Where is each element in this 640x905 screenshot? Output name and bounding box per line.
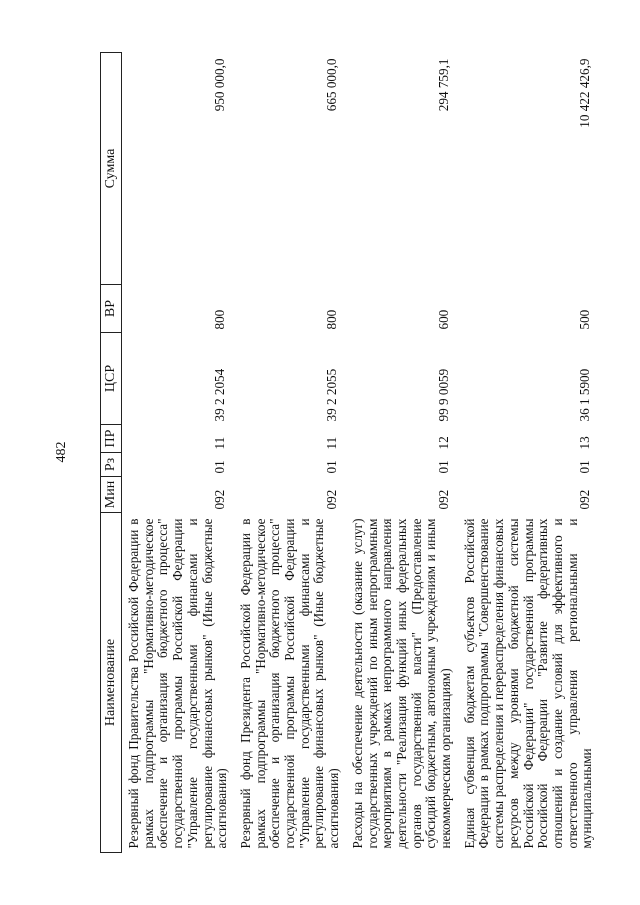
row-name: Резервный фонд Президента Российской Федерации в рамках подпрограммы "Нормативно-методическое обеспечение и организация бюджетного процесса" государственной программы Российской Федерации "Управление государственными финансами и регулирование финансовых рынков" (Иные бюджетные ассигнования) [237, 518, 342, 849]
row-sum: 665 000,0 [324, 58, 340, 112]
row-csr: 99 9 0059 [436, 368, 452, 422]
budget-table [100, 52, 599, 853]
row-vr: 800 [212, 309, 228, 330]
header-min: Мин [101, 477, 122, 513]
row-name: Единая субвенция бюджетам субъектов Российской Федерации в рамках подпрограммы "Совершенствование системы распределения и перераспределения финансовых ресурсов между уровнями бюджетной системы Российской Федерации" государственной программы Российской Федерации "Развитие федеративных отношений и создание условий для эффективного и ответственного управления региональными и муниципальными [461, 518, 595, 849]
row-sum: 10 422 426,9 [577, 58, 593, 128]
row-min: 092 [212, 489, 228, 510]
row-rz: 01 [577, 460, 593, 474]
row-sum: 950 000,0 [212, 58, 228, 112]
row-csr: 39 2 2054 [212, 368, 228, 422]
row-name: Резервный фонд Правительства Российской Федерации в рамках подпрограммы "Нормативно-методическое обеспечение и организация бюджетного процесса" государственной программы Российской Федерации "Управление государственными финансами и регулирование финансовых рынков" (Иные бюджетные ассигнования) [126, 518, 230, 849]
page-number: 482 [54, 441, 69, 463]
row-vr: 500 [577, 309, 593, 330]
header-rz: Рз [101, 453, 122, 477]
table-row [346, 53, 458, 853]
budget-table-container [100, 53, 630, 853]
header-name: Наименование [101, 513, 122, 853]
row-vr: 800 [324, 309, 340, 330]
header-vr: ВР [101, 285, 122, 333]
table-row [234, 53, 346, 853]
row-name: Расходы на обеспечение деятельности (оказание услуг) государственных учреждений по иным непрограммным мероприятиям в рамках непрограммного направления деятельности "Реализация функций иных федеральных органов государственной власти" (Предоставление субсидий бюджетным, автономным учреждениям и иным некоммерческим организациям) [349, 518, 454, 849]
table-row [122, 53, 234, 853]
row-rz: 01 [212, 460, 228, 474]
row-vr: 600 [436, 309, 452, 330]
row-rz: 01 [436, 460, 452, 474]
row-min: 092 [324, 489, 340, 510]
row-pr: 13 [577, 436, 593, 450]
row-csr: 39 2 2055 [324, 368, 340, 422]
row-rz: 01 [324, 460, 340, 474]
row-min: 092 [577, 489, 593, 510]
table-row [458, 53, 599, 853]
header-sum: Сумма [101, 53, 122, 285]
row-sum: 294 759,1 [436, 58, 452, 112]
row-pr: 12 [436, 436, 452, 450]
header-csr: ЦСР [101, 333, 122, 425]
row-pr: 11 [212, 436, 228, 450]
table-header-row [101, 53, 122, 853]
row-pr: 11 [324, 436, 340, 450]
header-pr: ПР [101, 425, 122, 453]
row-min: 092 [436, 489, 452, 510]
row-csr: 36 1 5900 [577, 368, 593, 422]
